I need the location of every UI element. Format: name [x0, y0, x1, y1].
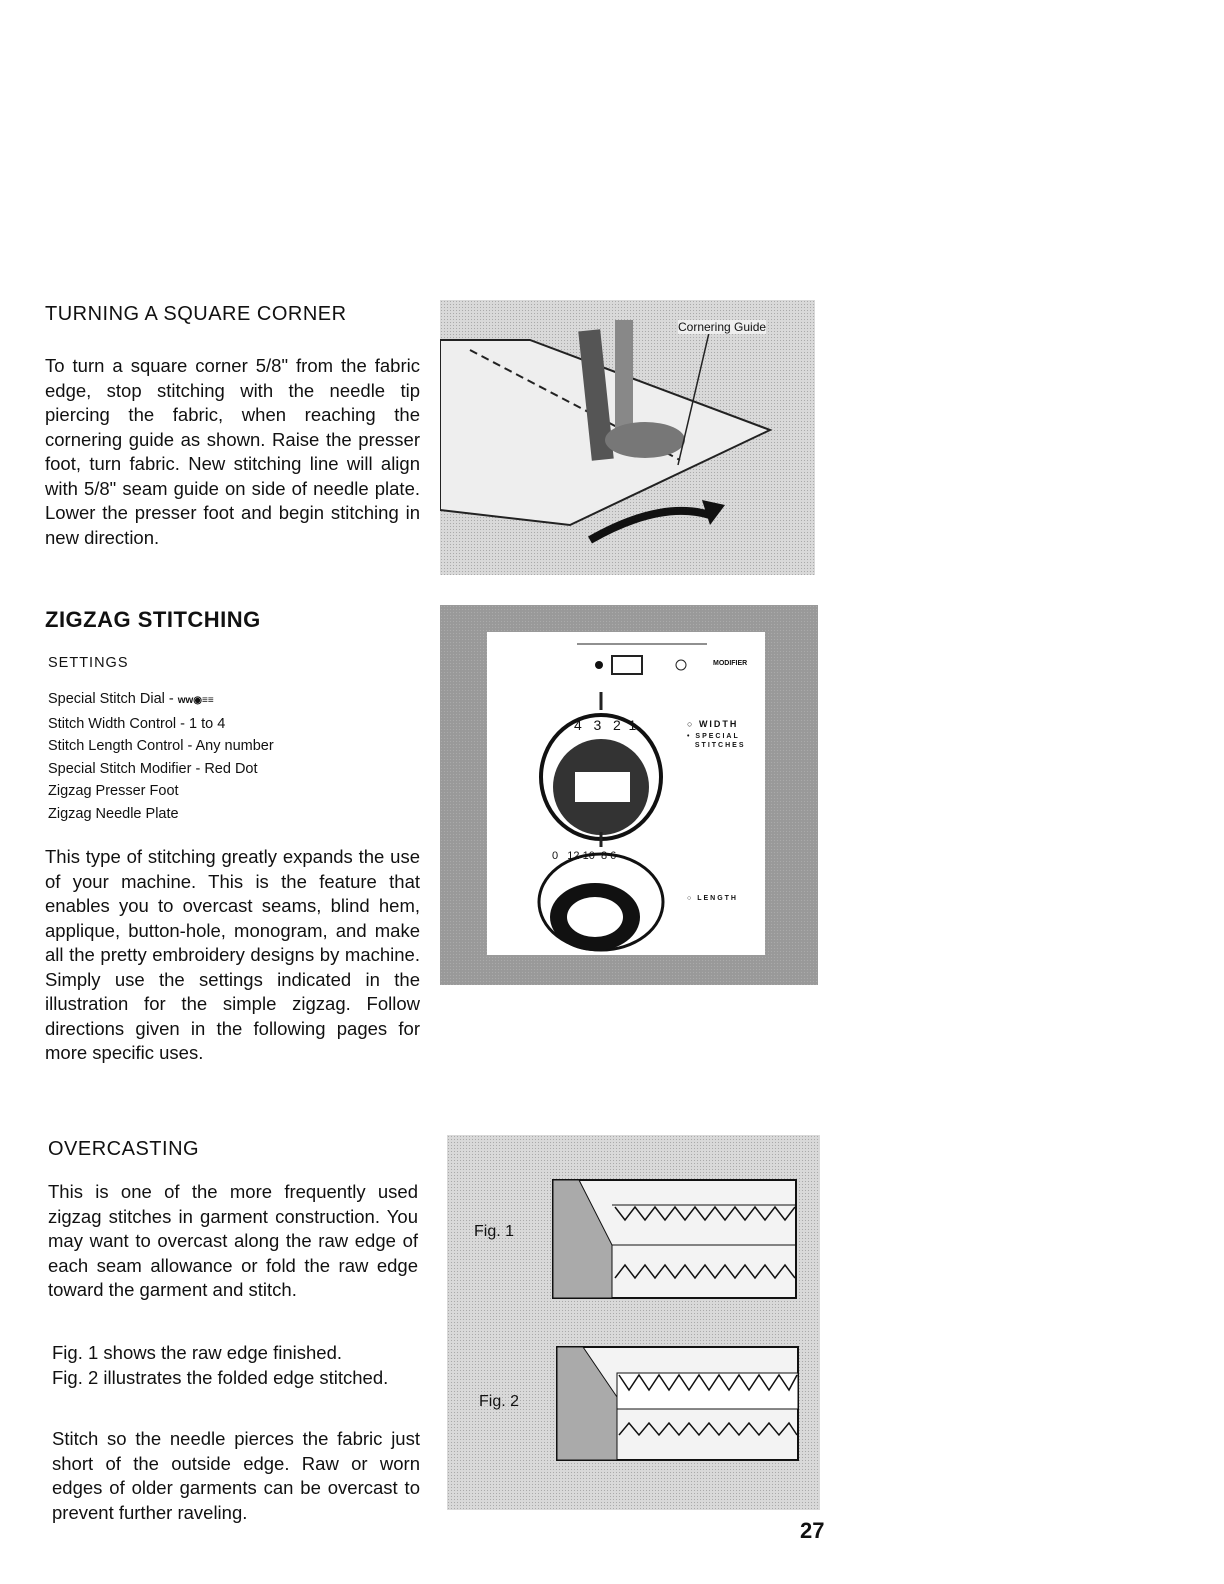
length-number: 12: [567, 850, 580, 862]
cornering-figure: [440, 300, 815, 575]
turning-corner-text: To turn a square corner 5/8" from the fabric edge, stop stitching with the needle tip piercing the fabric, when reaching the cornering guide as shown. Raise the presser foot, turn fabric. New stitching line will align with 5/8" seam guide on side of needle plate. Lower the presser foot and begin stitching in new direction.: [45, 355, 420, 548]
width-numbers: [574, 717, 636, 733]
width-number: 2: [612, 717, 621, 733]
fig1-label: Fig. 1: [474, 1223, 515, 1240]
width-label: ○ WIDTH: [687, 719, 739, 729]
overcasting-text: This is one of the more frequently used zigzag stitches in garment construction. You may want to overcast along the raw edge of each seam allowance or fold the raw edge toward the garment and stitch.: [48, 1181, 418, 1300]
overcasting-text-2: Stitch so the needle pierces the fabric just short of the outside edge. Raw or worn edges of older garments can be overcast to prevent further raveling.: [52, 1428, 420, 1523]
section-heading-overcasting: OVERCASTING: [48, 1138, 200, 1160]
dials-illustration: [487, 632, 765, 955]
width-number: 3: [593, 717, 602, 733]
presser-foot-illustration: [440, 300, 815, 575]
cornering-guide-label: Cornering Guide: [678, 320, 767, 334]
length-number: 10: [582, 850, 595, 862]
setting-item: Zigzag Needle Plate: [48, 805, 179, 822]
setting-item: Special Stitch Modifier - Red Dot: [48, 760, 258, 777]
special-text: SPECIAL: [695, 733, 740, 740]
modifier-label: MODIFIER: [713, 660, 748, 667]
setting-item: [48, 688, 274, 713]
width-number: 1: [628, 717, 637, 733]
width-number: 4: [574, 717, 582, 733]
setting-item: Stitch Width Control - 1 to 4: [48, 715, 226, 732]
overcast-seam-illustration: [447, 1135, 820, 1510]
fig2-description: Fig. 2 illustrates the folded edge stitched.: [52, 1367, 389, 1388]
stitch-symbol: ww◉≡≡: [177, 695, 214, 706]
stitches-text: STITCHES: [694, 742, 746, 749]
setting-item: Stitch Length Control - Any number: [48, 738, 274, 754]
settings-heading: SETTINGS: [48, 655, 129, 671]
section-heading-turning-corner: TURNING A SQUARE CORNER: [45, 303, 347, 325]
settings-list: [48, 688, 274, 825]
zigzag-text: This type of stitching greatly expands the use of your machine. This is the feature that enables you to overcast seams, blind hem, applique, button-hole, monogram, and make all the pretty embroidery designs by machine. Simply use the settings indicated in the illustration for the simple zigzag. Follow directions given in the following pages for more specific uses.: [45, 846, 420, 1063]
dial-figure: [440, 605, 818, 985]
setting-item: Zigzag Presser Foot: [48, 783, 179, 799]
special-stitches-label: • SPECIAL STITCHES: [687, 733, 746, 749]
length-number: 8: [600, 850, 608, 862]
overcast-figures: [447, 1135, 820, 1510]
section-heading-zigzag: ZIGZAG STITCHING: [45, 607, 261, 632]
page-number: 27: [800, 1518, 825, 1543]
dial-panel: [487, 632, 765, 955]
width-text: WIDTH: [698, 719, 739, 729]
fig1-description: Fig. 1 shows the raw edge finished.: [52, 1342, 342, 1363]
length-number: 0: [552, 850, 559, 862]
length-text: LENGTH: [697, 895, 738, 902]
length-number: 6: [610, 850, 617, 862]
setting-label: Special Stitch Dial -: [48, 691, 178, 707]
fig2-label: Fig. 2: [479, 1393, 520, 1410]
length-numbers: [552, 850, 616, 862]
length-label: ○ LENGTH: [687, 895, 738, 902]
